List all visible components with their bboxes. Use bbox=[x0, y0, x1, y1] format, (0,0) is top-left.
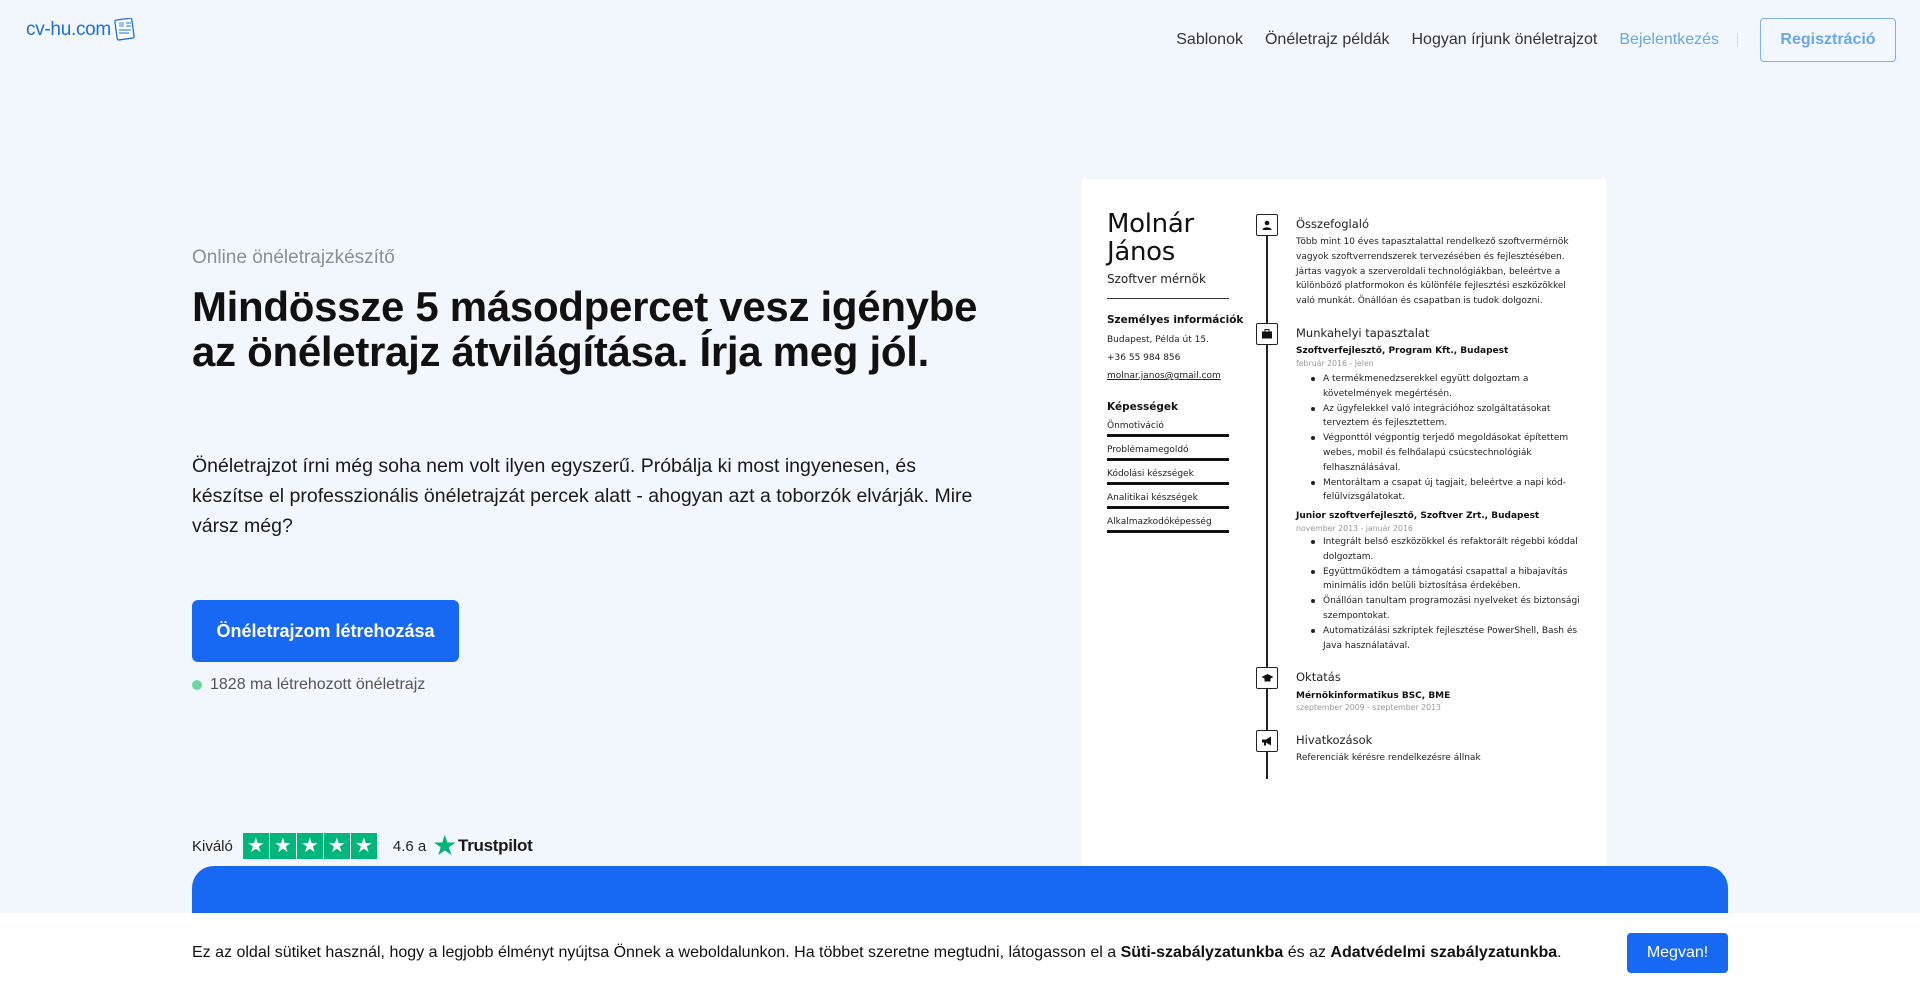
site-header bbox=[0, 0, 1920, 80]
cookie-text-before: Ez az oldal sütiket használ, hogy a legjobb élményt nyújtsa Önnek a weboldalunkon. Ha többet szeretne megtudni, látogasson el a bbox=[192, 944, 1121, 961]
nav-how-to-write[interactable]: Hogyan írjunk önéletrajzot bbox=[1411, 31, 1598, 48]
create-resume-button[interactable]: Önéletrajzom létrehozása bbox=[192, 600, 459, 662]
resume-timeline bbox=[1266, 219, 1268, 779]
skills-title: Képességek bbox=[1107, 401, 1178, 413]
skill-bar bbox=[1107, 458, 1229, 461]
skill-bar bbox=[1107, 482, 1229, 485]
star-icon: ★ bbox=[297, 833, 323, 859]
site-logo[interactable] bbox=[26, 18, 138, 42]
job-date: február 2016 - Jelen bbox=[1296, 359, 1374, 368]
trustpilot-logo bbox=[432, 832, 532, 860]
references-title: Hivatkozások bbox=[1296, 733, 1373, 747]
summary-text: Több mint 10 éves tapasztalattal rendelkező szoftvermérnök vagyok szoftverrendszerek tervezésében és fejlesztésében. Jártas vagyok a szerveroldali technológiákban, beleértve a különböző platformokon és különféle fejlesztési eszközökkel való munkát. Önállóan és csapatban is tudok dolgozni. bbox=[1296, 237, 1569, 307]
skill-bar bbox=[1107, 530, 1229, 533]
skill-item: Analitikai készségek bbox=[1107, 493, 1198, 503]
job-bullet: Az ügyfelekkel való integrációhoz szolgáltatásokat terveztem és fejlesztettem. bbox=[1309, 402, 1589, 432]
resume-preview bbox=[1081, 179, 1607, 869]
personal-email: molnar.janos@gmail.com bbox=[1107, 371, 1221, 381]
main-nav bbox=[1176, 18, 1896, 62]
nav-templates[interactable]: Sablonok bbox=[1176, 31, 1243, 48]
job-bullet: Önállóan tanultam programozási nyelveket és biztonsági szempontokat. bbox=[1309, 594, 1589, 624]
star-icon: ★ bbox=[324, 833, 350, 859]
summary-title: Összefoglaló bbox=[1296, 217, 1370, 231]
skill-item: Kódolási készségek bbox=[1107, 469, 1194, 479]
job-bullets bbox=[1309, 535, 1589, 653]
personal-phone: +36 55 984 856 bbox=[1107, 353, 1181, 363]
trustpilot-brand: Trustpilot bbox=[458, 836, 533, 855]
resume-skills bbox=[1107, 401, 1229, 533]
resume-last-name: János bbox=[1107, 237, 1176, 267]
job-title: Junior szoftverfejlesztő, Szoftver Zrt., Budapest bbox=[1296, 511, 1540, 521]
person-icon bbox=[1256, 214, 1278, 236]
rating-text: 4.6 a bbox=[392, 837, 427, 855]
resume-counter bbox=[192, 676, 425, 694]
skill-bar bbox=[1107, 434, 1229, 437]
skill-bar bbox=[1107, 506, 1229, 509]
register-button[interactable]: Regisztráció bbox=[1760, 18, 1896, 62]
job-bullet: Mentoráltam a csapat új tagjait, beleértve a napi kód-felülvizsgálatokat. bbox=[1309, 476, 1589, 506]
education-degree: Mérnökinformatikus BSC, BME bbox=[1296, 691, 1451, 701]
privacy-policy-link[interactable]: Adatvédelmi szabályzatunkba bbox=[1330, 944, 1558, 961]
cookie-policy-link[interactable]: Süti-szabályzatunkba bbox=[1120, 944, 1284, 961]
hero-headline: Mindössze 5 másodpercet vesz igénybe az önéletrajz átvilágítása. Írja meg jól. bbox=[192, 283, 978, 375]
trust-label: Kiváló bbox=[192, 837, 233, 855]
hero-subtext: Önéletrajzot írni még soha nem volt ilyen egyszerű. Próbálja ki most ingyenesen, és készítse el professzionális önéletrajzát percek alatt - ahogyan azt a toborzók elvárják. Mire vársz még? bbox=[192, 455, 973, 537]
logo-text: cv-hu.com bbox=[26, 19, 111, 40]
job-bullet: Integrált belső eszközökkel és refaktorált régebbi kóddal dolgoztam. bbox=[1309, 535, 1589, 565]
resume-personal-info bbox=[1107, 314, 1243, 384]
cookie-text-after: . bbox=[1557, 944, 1562, 961]
cookie-text-middle: és az bbox=[1283, 944, 1331, 961]
education-title: Oktatás bbox=[1296, 670, 1341, 684]
references-text: Referenciák kérésre rendelkezésre állnak bbox=[1296, 753, 1481, 763]
status-dot-icon bbox=[192, 680, 202, 690]
job-title: Szoftverfejlesztő, Program Kft., Budapest bbox=[1296, 346, 1509, 356]
nav-resume-examples[interactable]: Önéletrajz példák bbox=[1264, 31, 1390, 48]
skill-item: Problémamegoldó bbox=[1107, 445, 1189, 455]
job-bullet: Automatizálási szkriptek fejlesztése PowerShell, Bash és Java használatával. bbox=[1309, 624, 1589, 654]
hero-eyebrow: Online önéletrajzkészítő bbox=[192, 247, 395, 268]
login-link[interactable]: Bejelentkezés bbox=[1619, 31, 1719, 48]
briefcase-icon bbox=[1256, 323, 1278, 345]
counter-text: 1828 ma létrehozott önéletrajz bbox=[210, 676, 426, 693]
megaphone-icon bbox=[1256, 730, 1278, 752]
resume-divider bbox=[1107, 298, 1229, 299]
job-bullet: A termékmenedzserekkel együtt dolgoztam a követelmények megértésén. bbox=[1309, 372, 1589, 402]
resume-first-name: Molnár bbox=[1107, 209, 1194, 239]
rating-stars bbox=[243, 833, 378, 859]
job-bullet: Együttműködtem a támogatási csapattal a hibajavítás minimális időn belüli biztosítása érdekében. bbox=[1309, 565, 1589, 595]
personal-address: Budapest, Példa út 15. bbox=[1107, 335, 1209, 345]
star-icon: ★ bbox=[243, 833, 269, 859]
star-icon: ★ bbox=[270, 833, 296, 859]
personal-title: Személyes információk bbox=[1107, 314, 1244, 326]
star-icon: ★ bbox=[351, 833, 377, 859]
education-date: szeptember 2009 - szeptember 2013 bbox=[1296, 703, 1442, 712]
cookie-accept-button[interactable]: Megvan! bbox=[1627, 933, 1728, 973]
skill-item: Önmotiváció bbox=[1107, 421, 1164, 431]
skill-item: Alkalmazkodóképesség bbox=[1107, 517, 1212, 527]
job-date: november 2013 - január 2016 bbox=[1296, 524, 1413, 533]
job-bullet: Végponttól végpontig terjedő megoldásokat építettem webes, mobil és felhőalapú csúcstechnológiák felhasználásával. bbox=[1309, 431, 1589, 475]
job-bullets bbox=[1309, 372, 1589, 505]
cookie-text bbox=[192, 944, 1562, 962]
resume-role: Szoftver mérnök bbox=[1107, 272, 1206, 286]
trustpilot-widget[interactable] bbox=[192, 832, 533, 860]
cookie-banner bbox=[0, 913, 1920, 993]
graduation-cap-icon bbox=[1256, 667, 1278, 689]
trustpilot-star-icon: ★ bbox=[432, 830, 458, 861]
resume-logo-icon bbox=[113, 18, 138, 42]
nav-divider bbox=[1737, 33, 1738, 47]
experience-title: Munkahelyi tapasztalat bbox=[1296, 326, 1430, 340]
